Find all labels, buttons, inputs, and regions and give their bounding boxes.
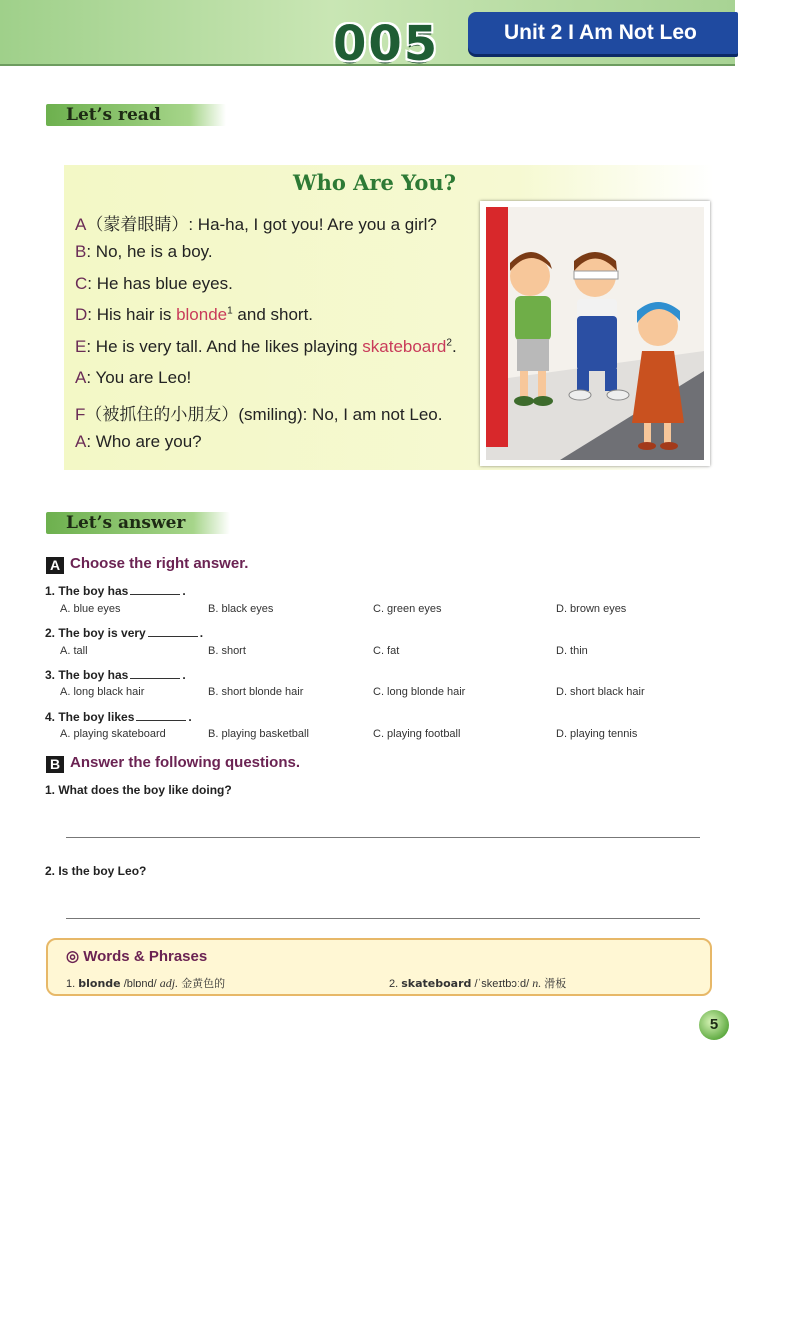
part-b-heading: B Answer the following questions. — [46, 754, 300, 773]
answer-blank[interactable] — [130, 678, 180, 679]
question-stem: 3. The boy has . — [45, 668, 186, 682]
choice-option[interactable]: B. short — [208, 645, 246, 657]
dialogue-line: C: He has blue eyes. — [75, 274, 233, 293]
vocab-entry: 2. skateboard /ˈskeɪtbɔːd/ n. 滑板 — [389, 976, 567, 990]
dialogue-line: F（被抓住的小朋友）(smiling): No, I am not Leo. — [75, 405, 443, 424]
story-title: Who Are You? — [293, 170, 456, 195]
choice-option[interactable]: C. green eyes — [373, 603, 442, 615]
choice-option[interactable]: D. playing tennis — [556, 728, 638, 740]
vocab-highlight: blonde — [176, 305, 228, 324]
choice-option[interactable]: D. brown eyes — [556, 603, 627, 615]
story-illustration — [480, 201, 710, 466]
dialogue-line: B: No, he is a boy. — [75, 242, 213, 261]
answer-blank[interactable] — [130, 594, 180, 595]
choice-option[interactable]: D. thin — [556, 645, 588, 657]
open-question: 2. Is the boy Leo? — [45, 864, 147, 878]
question-stem: 4. The boy likes . — [45, 710, 192, 724]
choice-option[interactable]: B. short blonde hair — [208, 686, 304, 698]
part-b-letter: B — [46, 756, 64, 773]
dialogue-line: A: Who are you? — [75, 432, 202, 451]
choice-option[interactable]: D. short black hair — [556, 686, 645, 698]
choice-option[interactable]: A. playing skateboard — [60, 728, 166, 740]
question-stem: 2. The boy is very . — [45, 626, 204, 640]
question-stem: 1. The boy has . — [45, 584, 186, 598]
words-phrases-title: ◎ Words & Phrases — [66, 948, 208, 965]
choice-option[interactable]: B. playing basketball — [208, 728, 309, 740]
section-heading-answer: Let’s answer — [46, 512, 230, 534]
choice-option[interactable]: A. blue eyes — [60, 603, 121, 615]
dialogue-line: A（蒙着眼睛）: Ha-ha, I got you! Are you a girl? — [75, 215, 437, 234]
choice-option[interactable]: C. long blonde hair — [373, 686, 466, 698]
dialogue-line: E: He is very tall. And he likes playing skateboard$^2$. — [75, 337, 457, 356]
lesson-number: 005 — [333, 16, 440, 72]
choice-option[interactable]: B. black eyes — [208, 603, 274, 615]
choice-option[interactable]: A. tall — [60, 645, 88, 657]
page-number: 5 — [699, 1010, 729, 1040]
dialogue-line: A: You are Leo! — [75, 368, 192, 387]
choice-option[interactable]: C. playing football — [373, 728, 461, 740]
open-question: 1. What does the boy like doing? — [45, 783, 232, 797]
answer-line[interactable] — [66, 918, 700, 919]
answer-blank[interactable] — [136, 720, 186, 721]
answer-line[interactable] — [66, 837, 700, 838]
section-heading-read: Let’s read — [46, 104, 226, 126]
answer-blank[interactable] — [148, 636, 198, 637]
part-a-heading: A Choose the right answer. — [46, 555, 248, 574]
part-a-letter: A — [46, 557, 64, 574]
dialogue-line: D: His hair is blonde$^1$ and short. — [75, 305, 314, 324]
unit-title: Unit 2 I Am Not Leo — [468, 12, 738, 54]
choice-option[interactable]: A. long black hair — [60, 686, 145, 698]
vocab-entry: 1. blonde /blɒnd/ adj. 金黄色的 — [66, 976, 226, 990]
vocab-highlight: skateboard — [362, 337, 447, 356]
choice-option[interactable]: C. fat — [373, 645, 400, 657]
